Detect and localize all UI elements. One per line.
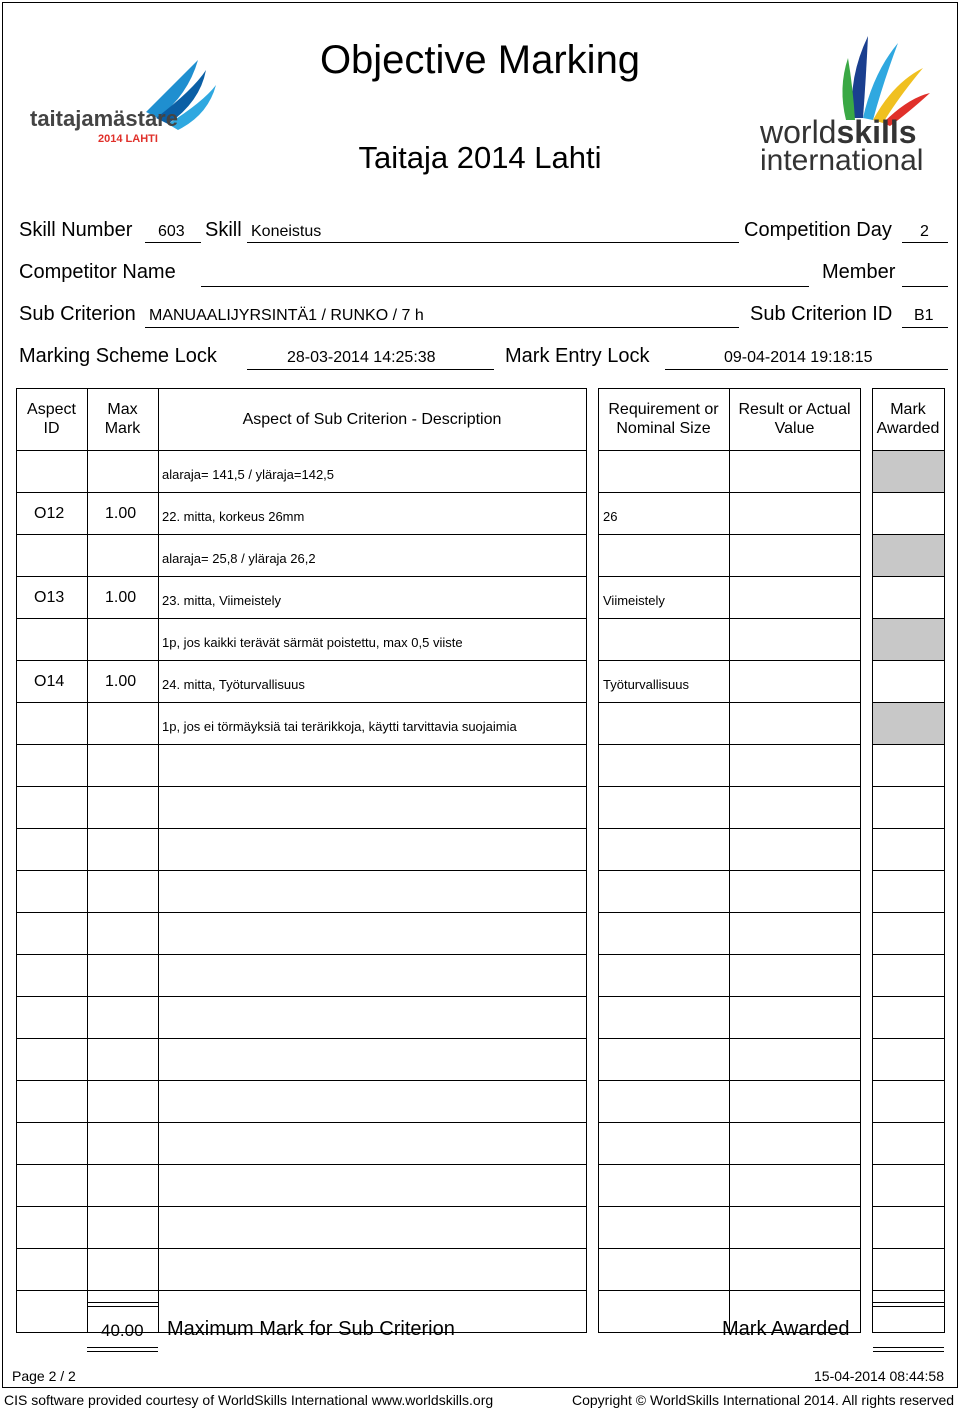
awarded-total-double-line-bottom: [873, 1347, 944, 1348]
table-row-divider: [16, 786, 586, 787]
table-row-divider: [16, 1038, 586, 1039]
sub-criterion-id-value[interactable]: B1: [914, 307, 934, 324]
table-row-divider: [16, 492, 586, 493]
table-row-divider: [598, 1164, 860, 1165]
table-row-divider: [598, 954, 860, 955]
print-timestamp: 15-04-2014 08:44:58: [814, 1368, 944, 1384]
table-row-divider: [872, 1206, 944, 1207]
description-cell: alaraja= 25,8 / yläraja 26,2: [162, 551, 316, 566]
requirement-cell: Viimeistely: [603, 593, 665, 608]
table-row-divider: [16, 450, 586, 451]
skill-value[interactable]: Koneistus: [251, 223, 322, 240]
table-row-divider: [16, 828, 586, 829]
table-row-divider: [872, 1248, 944, 1249]
table-row-divider: [598, 1248, 860, 1249]
member-label: Member: [822, 261, 896, 283]
column-header-line: Aspect: [27, 401, 76, 418]
mark-awarded-input-cell[interactable]: [873, 577, 943, 617]
table-row-divider: [872, 954, 944, 955]
table-row-divider: [16, 576, 586, 577]
description-cell: 23. mitta, Viimeistely: [162, 593, 281, 608]
table-column-divider: [158, 388, 159, 1332]
max-total-value: 40.00: [101, 1321, 144, 1340]
table-row-divider: [598, 1038, 860, 1039]
table-row-divider: [598, 786, 860, 787]
table-row-divider: [16, 618, 586, 619]
table-row-divider: [598, 996, 860, 997]
table-row-divider: [872, 1080, 944, 1081]
requirement-cell: Työturvallisuus: [603, 677, 689, 692]
table-row-divider: [872, 534, 944, 535]
awarded-total-double-line-top2: [873, 1306, 944, 1307]
table-row-divider: [598, 870, 860, 871]
sub-criterion-value[interactable]: MANUAALIJYRSINTÄ1 / RUNKO / 7 h: [149, 307, 424, 324]
column-header-line: Mark: [104, 420, 141, 437]
table-row-divider: [872, 870, 944, 871]
marking-scheme-lock-value[interactable]: 28-03-2014 14:25:38: [287, 349, 436, 366]
column-header-line: Nominal Size: [616, 420, 711, 437]
table-border-left: [16, 388, 17, 1332]
max-total-double-line-bottom: [87, 1347, 158, 1348]
table-row-divider: [16, 1080, 586, 1081]
max-mark-label: Maximum Mark for Sub Criterion: [167, 1318, 455, 1340]
table-row-divider: [872, 618, 944, 619]
table-row-divider: [16, 1290, 586, 1291]
column-header-description: [158, 388, 586, 450]
table-row-divider: [16, 660, 586, 661]
table-row-divider: [872, 1122, 944, 1123]
result-input-cell[interactable]: [730, 661, 859, 701]
column-header-aspect-id: [16, 388, 87, 450]
awarded-cell-shaded: [873, 619, 944, 660]
table-row-divider: [872, 1038, 944, 1039]
table-row-divider: [872, 1164, 944, 1165]
competition-day-value[interactable]: 2: [920, 223, 929, 240]
column-header-result: [729, 388, 860, 450]
description-cell: 1p, jos kaikki terävät särmät poistettu, max 0,5 viiste: [162, 635, 463, 650]
table-row-divider: [16, 1122, 586, 1123]
table-row-divider: [16, 702, 586, 703]
column-header-line: Requirement or: [608, 401, 719, 418]
skill-number-label: Skill Number: [19, 219, 133, 241]
table-row-divider: [598, 828, 860, 829]
table-row-divider: [872, 786, 944, 787]
max-mark-cell: 1.00: [105, 673, 137, 690]
table-row-divider: [872, 1290, 944, 1291]
table-row-divider: [16, 1248, 586, 1249]
column-header-max-mark: [87, 388, 158, 450]
table-row-divider: [872, 450, 944, 451]
table-row-divider: [16, 912, 586, 913]
table-row-divider: [598, 1080, 860, 1081]
table-row-divider: [598, 702, 860, 703]
table-border-right: [860, 388, 861, 1333]
table-row-divider: [16, 1206, 586, 1207]
table-row-divider: [16, 996, 586, 997]
table-row-divider: [872, 1332, 944, 1333]
table-row-divider: [598, 618, 860, 619]
sub-criterion-label: Sub Criterion: [19, 303, 136, 325]
table-row-divider: [872, 744, 944, 745]
table-row-divider: [598, 912, 860, 913]
column-header-line: Awarded: [876, 420, 940, 437]
result-input-cell[interactable]: [730, 577, 859, 617]
taitaja-logo-tagline: 2014 LAHTI: [98, 133, 158, 145]
description-cell: alaraja= 141,5 / yläraja=142,5: [162, 467, 335, 482]
table-row-divider: [16, 954, 586, 955]
competitor-name-label: Competitor Name: [19, 261, 176, 283]
table-row-divider: [598, 534, 860, 535]
mark-awarded-input-cell[interactable]: [873, 493, 943, 533]
awarded-total-double-line-bottom2: [873, 1351, 944, 1352]
table-row-divider: [598, 744, 860, 745]
table-row-divider: [16, 744, 586, 745]
awarded-cell-shaded: [873, 703, 944, 744]
column-header-line: Mark: [890, 401, 926, 418]
column-header-line: Max: [107, 401, 138, 418]
table-row-divider: [872, 996, 944, 997]
column-header-requirement: [598, 388, 729, 450]
skill-label: Skill: [205, 219, 242, 241]
result-input-cell[interactable]: [730, 493, 859, 533]
mark-awarded-input-cell[interactable]: [873, 661, 943, 701]
worldskills-logo-skills: skills: [836, 114, 917, 150]
aspect-id-cell: O13: [34, 589, 65, 606]
sub-criterion-id-label: Sub Criterion ID: [750, 303, 893, 325]
column-header-line: Aspect of Sub Criterion - Description: [242, 410, 502, 428]
max-total-double-line-top2: [87, 1306, 158, 1307]
description-cell: 22. mitta, korkeus 26mm: [162, 509, 305, 524]
table-border-left: [598, 388, 599, 1332]
max-total-double-line-bottom2: [87, 1351, 158, 1352]
table-row-divider: [872, 828, 944, 829]
table-column-divider: [87, 388, 88, 1332]
table-border-right: [586, 388, 587, 1333]
skill-number-value[interactable]: 603: [158, 223, 185, 240]
column-header-line: Value: [774, 420, 815, 437]
max-total-double-line-top: [87, 1302, 158, 1303]
mark-entry-lock-label: Mark Entry Lock: [505, 345, 650, 367]
competition-day-label: Competition Day: [744, 219, 892, 241]
table-row-divider: [598, 1122, 860, 1123]
description-cell: 1p, jos ei törmäyksiä tai terärikkoja, käytti tarvittavia suojaimia: [162, 719, 517, 734]
table-border-right: [944, 388, 945, 1333]
table-row-divider: [16, 534, 586, 535]
column-header-awarded: [872, 388, 944, 450]
awarded-cell-shaded: [873, 451, 944, 492]
worldskills-logo-line2: international: [760, 144, 924, 177]
requirement-cell: 26: [603, 509, 618, 524]
table-row-divider: [598, 450, 860, 451]
max-mark-cell: 1.00: [105, 589, 137, 606]
software-credit: CIS software provided courtesy of WorldSkills International www.worldskills.org: [4, 1392, 494, 1408]
aspect-id-cell: O12: [34, 505, 65, 522]
max-mark-cell: 1.00: [105, 505, 137, 522]
column-header-line: Result or Actual: [738, 401, 851, 418]
awarded-cell-shaded: [873, 535, 944, 576]
description-cell: 24. mitta, Työturvallisuus: [162, 677, 305, 692]
table-row-divider: [16, 870, 586, 871]
column-header-line: ID: [43, 420, 60, 437]
table-row-divider: [872, 912, 944, 913]
awarded-total-double-line-top: [873, 1302, 944, 1303]
page-subtitle: Taitaja 2014 Lahti: [358, 140, 602, 175]
mark-entry-lock-value[interactable]: 09-04-2014 19:18:15: [724, 349, 873, 366]
aspect-id-cell: O14: [34, 673, 65, 690]
worldskills-logo-world: world: [760, 114, 837, 150]
marking-scheme-lock-label: Marking Scheme Lock: [19, 345, 217, 367]
table-row-divider: [598, 1290, 860, 1291]
table-row-divider: [16, 1164, 586, 1165]
table-row-divider: [598, 1206, 860, 1207]
page-title: Objective Marking: [319, 38, 641, 82]
copyright-notice: Copyright © WorldSkills International 2014. All rights reserved: [572, 1392, 955, 1408]
page-number: Page 2 / 2: [12, 1368, 76, 1384]
table-row-divider: [872, 702, 944, 703]
taitaja-logo-text: taitajamästare: [30, 106, 178, 131]
mark-awarded-label: Mark Awarded: [722, 1318, 850, 1340]
